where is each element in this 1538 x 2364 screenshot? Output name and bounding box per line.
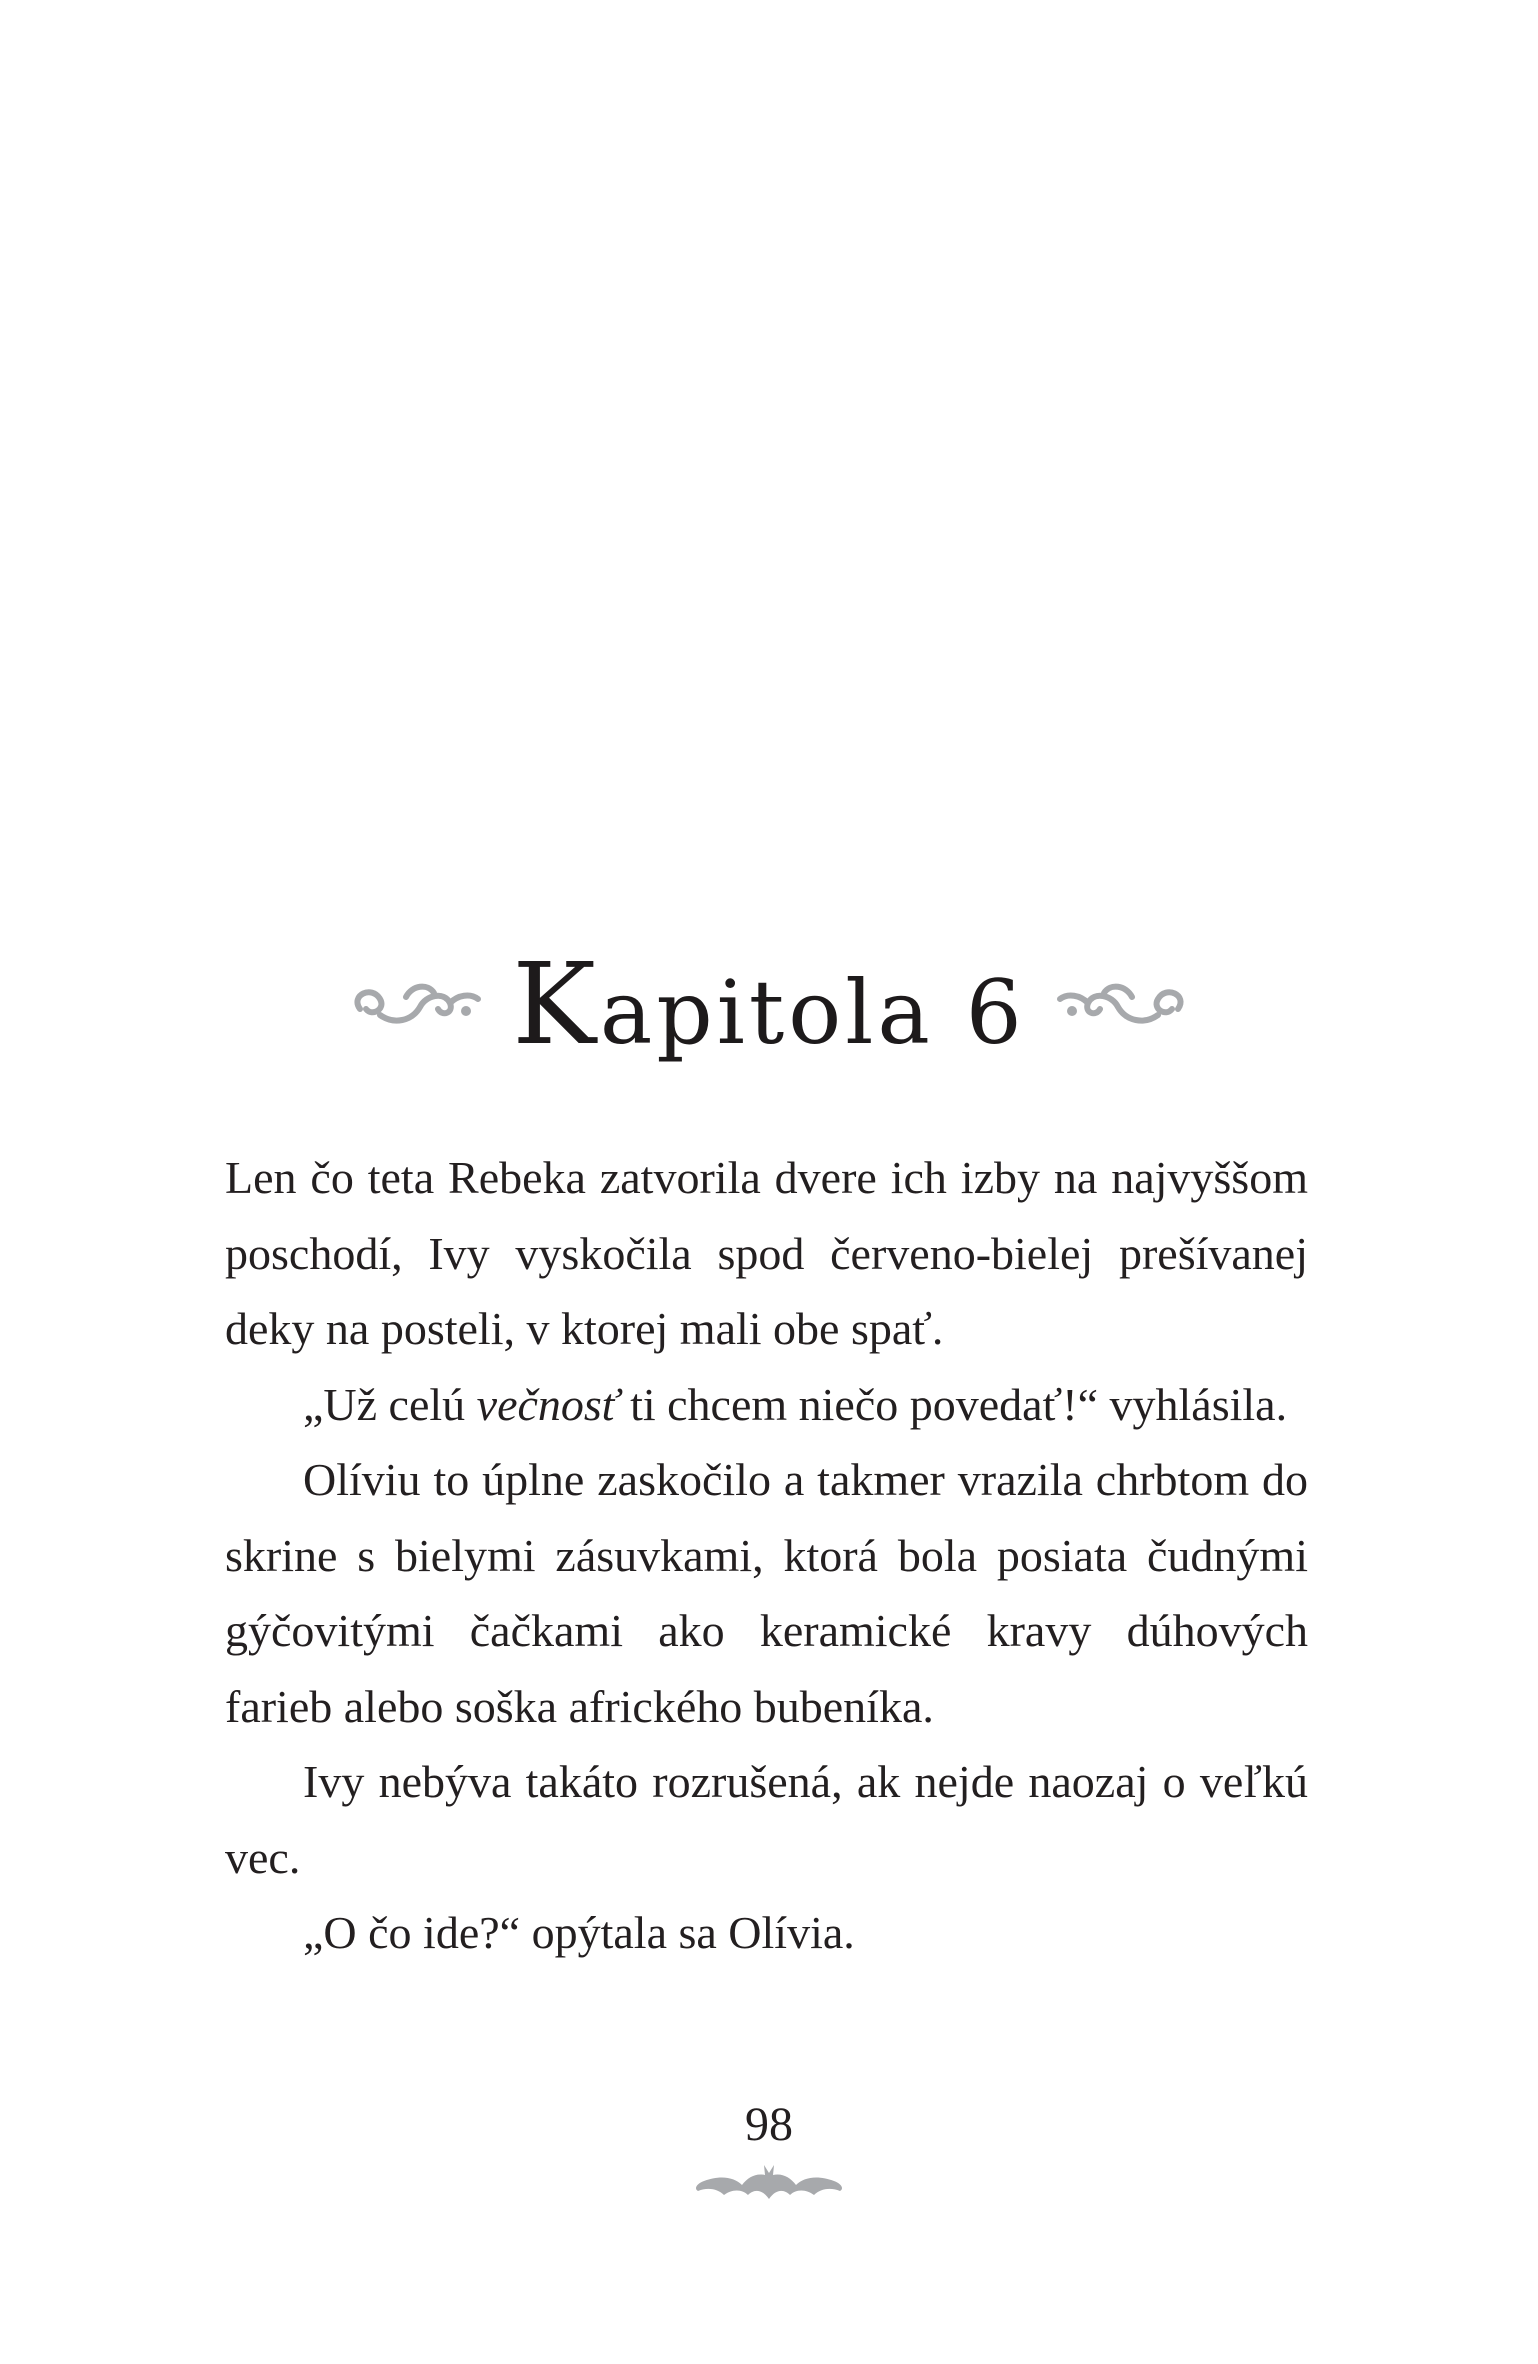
chapter-heading bbox=[0, 935, 1538, 1075]
paragraph-1: Len čo teta Rebeka zatvorila dvere ich izby na najvyššom poschodí, Ivy vyskočila spod červeno-bielej prešívanej deky na posteli, v ktorej mali obe spať. bbox=[225, 1152, 1308, 1354]
body-text bbox=[225, 1140, 1308, 1971]
paragraph-4: Ivy nebýva takáto rozrušená, ak nejde naozaj o veľkú vec. bbox=[225, 1756, 1308, 1883]
paragraph-2-emphasis: večnosť bbox=[476, 1378, 619, 1430]
paragraph-2-end: ti chcem niečo povedať!“ vyhlásila. bbox=[618, 1378, 1288, 1430]
chapter-title bbox=[512, 940, 1026, 1070]
page-number: 98 bbox=[745, 2098, 793, 2151]
left-swirl-ornament-icon bbox=[346, 975, 486, 1035]
chapter-title-rest: apitola 6 bbox=[599, 961, 1026, 1064]
bat-icon bbox=[694, 2159, 844, 2209]
paragraph-2-start: „Už celú bbox=[303, 1378, 477, 1430]
chapter-title-initial: K bbox=[512, 940, 600, 1070]
paragraph-5: „O čo ide?“ opýtala sa Olívia. bbox=[303, 1907, 855, 1958]
page-footer bbox=[0, 2095, 1538, 2209]
right-swirl-ornament-icon bbox=[1052, 975, 1192, 1035]
paragraph-2 bbox=[225, 1367, 1308, 1443]
paragraph-3: Olíviu to úplne zaskočilo a takmer vrazila chrbtom do skrine s bielymi zásuvkami, ktorá bola posiata čudnými gýčovitými čačkami ako keramické kravy dúhových farieb alebo soška afrického bubeníka. bbox=[225, 1454, 1308, 1732]
